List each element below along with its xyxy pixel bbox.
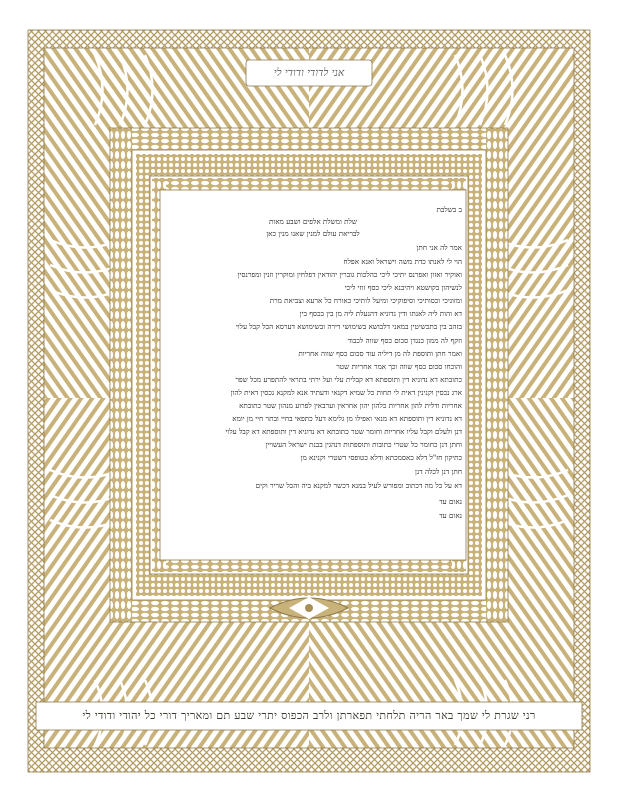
witness-line: נאום עד xyxy=(439,511,462,520)
ketubah-line: דא על כל מה דכתוב ומפורש לעיל במנא דכשר למקנא ביה והכל שריר וקים xyxy=(255,481,462,490)
ketubah-line: ב בשלבת xyxy=(436,205,462,214)
ketubah-text-panel xyxy=(164,199,462,551)
ketubah-line: וחתן דנן כחומר כל שטרי כתובות ותוספתות דנהגין בבנת ישראל העשויין xyxy=(265,440,462,449)
ketubah-line: לבריאת עולם למנין שאנו מנין כאן xyxy=(266,229,360,238)
ketubah-line: וזקף לה ממון כנגדן סכום כסף שווה לכבוד xyxy=(347,336,462,345)
ketubah-line: והוכחו סכום כסף שווה וכך אמר אחריות שטר xyxy=(336,362,462,371)
ketubah-line: דא נדוניא דין ותוספתא דא מנאי ואפילו מן גלימא דעל כתפאי בחיי ובתר חיי מן יומא xyxy=(232,414,462,423)
ketubah-line: הוי לי לאנתו כדת משה וישראל ואנא אפלח xyxy=(343,257,462,266)
ketubah-line: אחריות ודלית להון אחריות כלהון יהון אחראין וערבאין לפרוע מנהון שטר כתובתא xyxy=(239,401,462,410)
ketubah-line: כתיקון חז"ל דלא כאסמכתא ודלא כטופסי דשטרי וקנינא מן xyxy=(300,453,462,462)
ketubah-line: ומזוניכי וכסותיכי וסיפוקיכי ומיעל לותיכי כאורח כל ארעא וצביאת מרת xyxy=(269,296,462,305)
ketubah-line: שלת ומשלת אלפים ושבע מאות xyxy=(269,217,357,226)
ketubah-line: כתובתא דא נדוניא דין ותוספתא דא קבלית עלי ועל ירתי בתראי להתפרע מכל שפר xyxy=(235,375,462,384)
ketubah-line: בזהב בין בתכשיטין במאני דלבושא בשימושי דירה ובשימושא דערסא הכל קבל עלוי xyxy=(235,322,462,331)
witness-line: נאום עד xyxy=(439,497,462,506)
ketubah-line: ארג נכסין וקנינין דאית לי תחות כל שמיא דקנאי ודעתיד אנא למקנא נכסין דאית להון xyxy=(230,388,462,397)
ketubah-line: דא והות ליה לאנתו ודין נדוניא דהנעלת ליה מן בין בכסף בין xyxy=(299,309,462,318)
ketubah-line: לנשיהון בקושטא ויהיבנא ליכי כסף זוזי ליכי xyxy=(344,283,462,292)
ketubah-line: דנן ולעלם וקבל עליו אחריות וחומר שטר כתובתא דא נדוניא דין ותוספתא דא קבל עלוי xyxy=(225,427,462,436)
top-motto: אני לדודי ודודי לי xyxy=(273,67,345,79)
ketubah-line: חתן דנן לכלה דנן xyxy=(415,467,462,476)
ketubah-line: ואוקיר ואזון ואפרנס יתיכי ליכי כהלכות גוברין יהודאין דפלחין ומוקרין וזנין ומפרנסין xyxy=(237,270,462,279)
ketubah-line: ואמר חתן ותוספת לה מן דיליה עוד סכום כסף שווה אחריות xyxy=(298,349,462,358)
ketubah-line: אמר לה אני חתן xyxy=(416,243,462,252)
bottom-verse: רני שגרת לי שמך באר הריה תלחתי תפארתן ולרב הכפוס יתרי שבע תם ומאריך דורי כל יהודי ודודי לי xyxy=(82,709,536,722)
